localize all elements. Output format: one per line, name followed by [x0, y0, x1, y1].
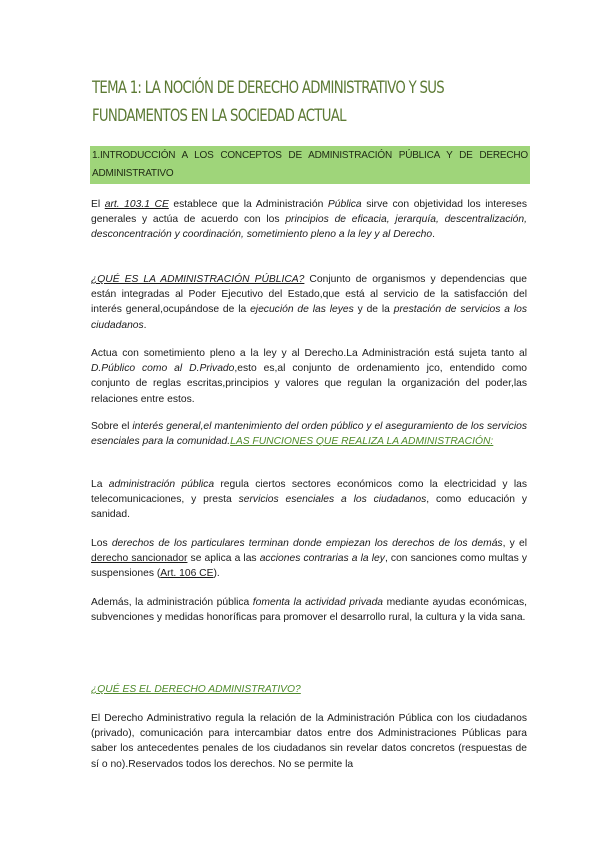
section-heading: 1.INTRODUCCIÓN A LOS CONCEPTOS DE ADMINISTRACIÓN PÚBLICA Y DE DERECHO ADMINISTRATIVO [90, 146, 530, 184]
paragraph-que-es-administracion: ¿QUÉ ES LA ADMINISTRACIÓN PÚBLICA? Conjunto de organismos y dependencias que están integradas al Poder Ejecutivo del Estado,que está al servicio de la satisfacción del interés general,ocupándose de la ejecución de las leyes y de la prestación de servicios a los ciudadanos. [91, 274, 528, 331]
paragraph-derecho-administrativo: El Derecho Administrativo regula la relación de la Administración Pública con los ciudadanos (privado), comunicación para intercambiar datos entre dos Administraciones Públicas para saber los antecedentes penales de los ciudadanos sin revelar datos concretos (respuestas de sí o no).Reservados todos los derechos. No se permite la [91, 713, 527, 770]
article-106-link[interactable]: Art. 106 CE [160, 568, 214, 580]
paragraph-fomento: Además, la administración pública fomenta la actividad privada mediante ayudas económicas, subvenciones y medidas honoríficas para promover el desarrollo rural, la cultura y la vida sana. [91, 597, 527, 624]
paragraph-sometimiento: Actua con sometimiento pleno a la ley y al Derecho.La Administración está sujeta tanto al D.Público como al D.Privado,esto es,al conjunto de ordenamiento jco, entendido como conjunto de reglas escritas,principios y valores que regulan la organización del poder,las relaciones entre estos. [91, 348, 527, 405]
page-title: TEMA 1: LA NOCIÓN DE DERECHO ADMINISTRATIVO Y SUS FUNDAMENTOS EN LA SOCIEDAD ACTUAL [92, 78, 444, 126]
functions-heading: LAS FUNCIONES QUE REALIZA LA ADMINISTRACIÓN: [230, 436, 494, 448]
paragraph-interes-general: Sobre el interés general,el mantenimiento del orden público y el aseguramiento de los servicios esenciales para la comunidad.LAS FUNCIONES QUE REALIZA LA ADMINISTRACIÓN: [91, 421, 527, 448]
paragraph-art-103: El art. 103.1 CE establece que la Administración Pública sirve con objetividad los intereses generales y actúa de acuerdo con los principios de eficacia, jerarquía, descentralización, desconcentración y coordinación, sometimiento pleno a la ley y al Derecho. [91, 199, 527, 241]
heading-derecho-administrativo: ¿QUÉ ES EL DERECHO ADMINISTRATIVO? [91, 684, 301, 695]
paragraph-regulacion: La administración pública regula ciertos sectores económicos como la electricidad y las telecomunicaciones, y presta servicios esenciales a los ciudadanos, como educación y sanidad. [91, 479, 527, 521]
article-reference-link[interactable]: art. 103.1 CE [104, 199, 169, 210]
question-heading: ¿QUÉ ES LA ADMINISTRACIÓN PÚBLICA? [91, 274, 305, 285]
paragraph-derechos-particulares: Los derechos de los particulares terminan donde empiezan los derechos de los demás, y el derecho sancionador se aplica a las acciones contrarias a la ley, con sanciones como multas y suspensiones (Art. 106 CE). [91, 538, 528, 580]
